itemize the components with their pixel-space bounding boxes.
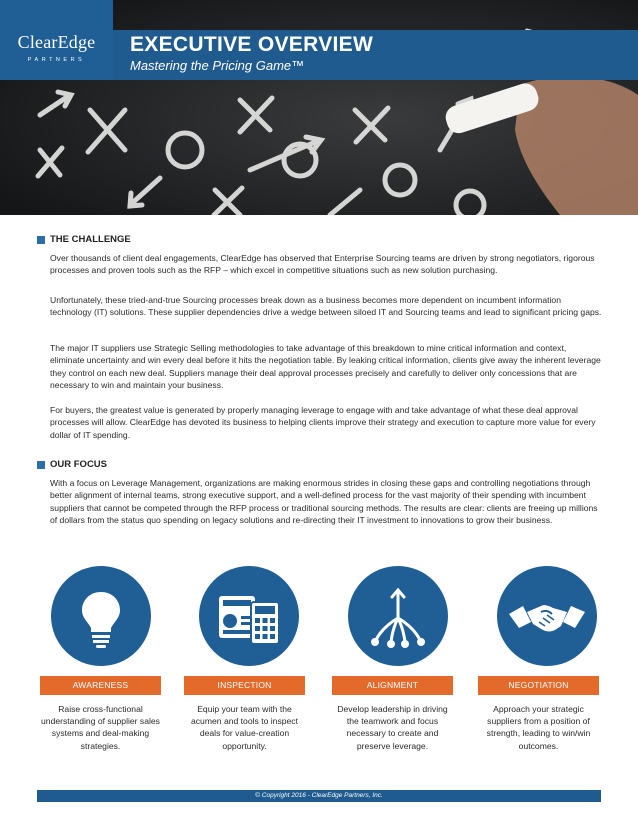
- focus-paragraph: With a focus on Leverage Management, organizations are making enormous strides in closing these gaps and controlling negotiations through better alignment of internal teams, strong executive support, and a well-defined process for the vast majority of their spending with incumbent suppliers that cannot be competed through the RFP process or traditional sourcing methods. The results are clear: clients are freeing up millions of dollars from the status quo spending on legacy solutions and re-directing their IT investment to innovations to grow their business.: [50, 478, 598, 525]
- page-title: EXECUTIVE OVERVIEW: [130, 33, 374, 56]
- pillar-text-awareness: Raise cross-functional understanding of supplier sales systems and deal-making strategies.: [41, 704, 160, 751]
- pillar-label-inspection: INSPECTION: [184, 676, 305, 695]
- pillar-label-awareness: AWARENESS: [40, 676, 161, 695]
- challenge-paragraph-2: Unfortunately, these tried-and-true Sourcing processes break down as a business becomes more dependent on incumbent information technology (IT) solutions. These supplier dependencies drive a wedge between siloed IT and Sourcing teams and lead to significant pricing gaps.: [50, 295, 602, 318]
- section-marker-icon: [37, 461, 45, 469]
- logo-name: ClearEdge: [17, 32, 96, 52]
- challenge-heading-text: THE CHALLENGE: [50, 234, 131, 245]
- challenge-paragraph-4: For buyers, the greatest value is generated by properly managing leverage to engage with and take advantage of what these deal approval processes will allow. ClearEdge has devoted its business to helping clients improve their strategy and execution to capture more value for every dollar of IT spending.: [50, 405, 596, 440]
- focus-heading-text: OUR FOCUS: [50, 459, 107, 470]
- clearedge-logo: [0, 0, 113, 80]
- focus-heading: [37, 459, 107, 470]
- pillar-text-negotiation: Approach your strategic suppliers from a position of strength, leading to win/win outcomes.: [486, 704, 591, 751]
- pillar-text-alignment: Develop leadership in driving the teamwork and focus necessary to create and preserve leverage.: [337, 704, 448, 751]
- copyright-text: © Copyright 2016 - ClearEdge Partners, Inc.: [255, 792, 383, 799]
- pillar-label-negotiation: NEGOTIATION: [478, 676, 599, 695]
- pillar-label-alignment: ALIGNMENT: [332, 676, 453, 695]
- logo-subtitle: PARTNERS: [27, 57, 86, 63]
- challenge-paragraph-3: The major IT suppliers use Strategic Selling methodologies to take advantage of this breakdown to mine critical information and context, eliminate uncertainty and win every deal before it hits the negotiation table. By leaking critical information, clients give away the inherent leverage they control on each new deal. Suppliers manage their deal approval processes precisely and carefully to deliver only concessions that are necessary to win and maintain your business.: [50, 343, 601, 390]
- pillar-text-inspection: Equip your team with the acumen and tools to inspect deals for value-creation opportunity.: [190, 704, 298, 751]
- dashboard-calculator-icon: [199, 566, 299, 666]
- hero-banner-image: [0, 0, 638, 215]
- page-subtitle: Mastering the Pricing Game™: [130, 58, 305, 73]
- challenge-paragraph-1: Over thousands of client deal engagements, ClearEdge has observed that Enterprise Sourcing teams are driven by strong negotiators, rigorous processes and proven tools such as the RFP – which excel in competitive situations such as new solution purchasing.: [50, 253, 595, 276]
- branching-arrows-icon: [348, 566, 448, 666]
- challenge-heading: [37, 234, 131, 245]
- handshake-icon: [497, 566, 597, 666]
- section-marker-icon: [37, 236, 45, 244]
- footer-bar: [37, 790, 601, 802]
- lightbulb-icon: [51, 566, 151, 666]
